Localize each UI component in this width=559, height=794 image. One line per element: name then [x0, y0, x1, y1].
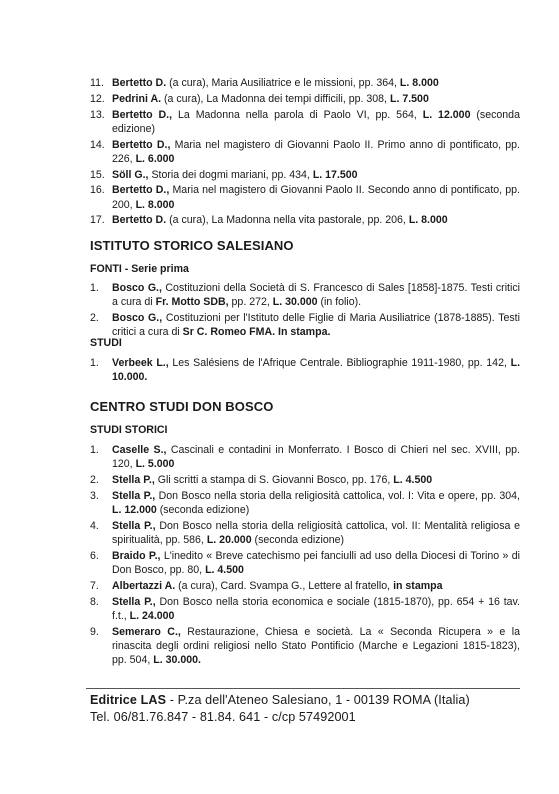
item-title: Gli scritti a stampa di S. Giovanni Bosco, pp. 176, — [157, 474, 391, 486]
item-price: In stampa. — [278, 326, 331, 339]
item-price: L. 8.000 — [135, 198, 175, 211]
item-number: 9. — [90, 625, 99, 638]
item-number: 16. — [90, 184, 105, 197]
item-price: L. 5.000 — [135, 458, 175, 471]
item-title: (a cura), Maria Ausiliatrice e le missioni, pp. 364, — [169, 77, 397, 89]
publisher-contact: Tel. 06/81.76.847 - 81.84. 641 - c/cp 57492001 — [90, 710, 356, 724]
item-number: 1. — [90, 444, 99, 456]
item-price: L. 10.000. — [112, 357, 521, 384]
fonti-heading: FONTI - Serie prima — [90, 263, 189, 275]
item-title: (a cura), Card. Svampa G., Lettere al fratello, — [178, 579, 391, 592]
item-number: 12. — [90, 92, 105, 105]
list-item — [90, 168, 520, 182]
list-item — [90, 625, 520, 668]
item-author: Bertetto D. — [112, 214, 167, 227]
item-author: Bertetto D., — [112, 184, 170, 197]
item-author: Bosco G., — [112, 312, 163, 324]
list-item — [90, 473, 520, 487]
item-number: 15. — [90, 168, 105, 181]
item-price: L. 6.000 — [135, 152, 175, 165]
item-price: L. 8.000 — [408, 214, 448, 227]
section-heading-iss: ISTITUTO STORICO SALESIANO — [90, 238, 294, 253]
item-title: (a cura), La Madonna dei tempi difficili, pp. 308, — [164, 92, 388, 105]
list-item — [90, 213, 520, 227]
item-note: (in folio). — [320, 296, 362, 309]
item-price: L. 4.500 — [205, 564, 244, 576]
item-title: Cascinali e contadini in Monferrato. I Bosco di Chieri nel sec. XVIII, pp. 120, — [112, 444, 520, 471]
item-price: L. 17.500 — [312, 168, 358, 181]
list-item — [90, 595, 520, 623]
item-number: 14. — [90, 138, 105, 151]
item-title: Les Salésiens de l'Afrique Centrale. Bibliographie 1911-1980, pp. 142, — [172, 357, 507, 369]
item-number: 11. — [90, 77, 104, 89]
item-title: Maria nel magistero di Giovanni Paolo II. Secondo anno di pontificato, pp. 200, — [112, 184, 520, 211]
item-price: L. 7.500 — [389, 92, 429, 105]
item-author: Söll G., — [112, 168, 149, 181]
item-title: Don Bosco nella storia economica e sociale (1815-1870), pp. 654 + 16 tav. f.t., — [112, 595, 520, 622]
mariology-list — [90, 76, 520, 229]
item-price: L. 8.000 — [399, 77, 439, 89]
item-price: L. 12.000 — [112, 504, 157, 516]
item-title: (a cura), La Madonna nella vita pastorale, pp. 206, — [169, 214, 406, 227]
list-item — [90, 138, 520, 166]
item-author: Stella P., — [112, 519, 156, 532]
publisher-line — [90, 693, 470, 707]
item-price: L. 30.000 — [272, 296, 318, 309]
studi-heading: STUDI — [90, 337, 122, 349]
item-editor: Sr C. Romeo FMA. — [182, 326, 276, 339]
publisher-address: - P.za dell'Ateneo Salesiano, 1 - 00139 ROMA (Italia) — [166, 693, 470, 707]
item-price: L. 20.000 — [206, 534, 252, 546]
item-title: La Madonna nella parola di Paolo VI, pp. 564, — [178, 108, 417, 121]
item-title: L'inedito « Breve catechismo pei fanciulli ad uso della Diocesi di Torino » di Don Bosco, pp. 80, — [112, 549, 520, 576]
item-title: Costituzioni della Società di S. Francesco di Sales [1858]-1875. Testi critici a cura di — [112, 282, 520, 309]
item-author: Stella P., — [112, 595, 156, 608]
item-price: L. 12.000 — [422, 108, 471, 121]
item-number: 4. — [90, 519, 99, 532]
item-title: Don Bosco nella storia della religiosità cattolica, vol. I: Vita e opere, pp. 304, — [158, 489, 521, 502]
studi-list — [90, 356, 520, 386]
footer-divider — [86, 688, 520, 689]
item-number: 2. — [90, 474, 99, 486]
list-item — [90, 183, 520, 211]
list-item — [90, 356, 520, 384]
item-price: L. 24.000 — [129, 609, 175, 622]
item-title: Restaurazione, Chiesa e società. La « Seconda Ricupera » e la rinascita degli ordini religiosi nello Stato Pontificio (Marche e Legazioni 1815-1823), pp. 504, — [112, 625, 520, 666]
list-item — [90, 76, 520, 90]
fonti-list — [90, 281, 520, 341]
item-author: Braido P., — [112, 549, 161, 562]
studi-storici-list — [90, 443, 520, 669]
item-author: Semeraro C., — [112, 625, 181, 638]
list-item — [90, 519, 520, 547]
item-number: 17. — [90, 214, 105, 227]
item-pages: pp. 272, — [231, 296, 270, 309]
item-author: Albertazzi A. — [112, 579, 176, 592]
item-title: Storia dei dogmi mariani, pp. 434, — [151, 168, 310, 181]
item-price: L. 30.000. — [153, 654, 201, 666]
item-number: 8. — [90, 595, 99, 608]
item-price: in stampa — [393, 579, 443, 592]
item-title: Maria nel magistero di Giovanni Paolo II. Primo anno di pontificato, pp. 226, — [112, 138, 521, 165]
item-author: Bosco G., — [112, 282, 162, 294]
item-number: 3. — [90, 489, 99, 502]
item-author: Bertetto D. — [112, 77, 167, 89]
item-number: 13. — [90, 108, 105, 121]
item-author: Pedrini A. — [112, 92, 162, 105]
item-author: Stella P., — [112, 474, 155, 486]
item-number: 2. — [90, 312, 99, 324]
item-title: Don Bosco nella storia della religiosità cattolica, vol. II: Mentalità religiosa e spiritualità, pp. 586, — [112, 519, 521, 546]
item-number: 6. — [90, 549, 99, 562]
item-title: Costituzioni per l'Istituto delle Figlie di Maria Ausiliatrice (1878-1885). Testi critici a cura di — [112, 312, 520, 339]
list-item — [90, 311, 520, 339]
list-item — [90, 549, 520, 577]
list-item — [90, 489, 520, 517]
item-price: L. 4.500 — [393, 474, 433, 486]
list-item — [90, 579, 520, 593]
item-number: 1. — [90, 282, 99, 294]
list-item — [90, 92, 520, 106]
item-author: Bertetto D., — [112, 138, 171, 151]
item-author: Caselle S., — [112, 444, 167, 456]
item-number: 1. — [90, 357, 99, 369]
item-number: 7. — [90, 579, 99, 592]
item-author: Stella P., — [112, 489, 156, 502]
publisher-name: Editrice LAS — [90, 693, 167, 707]
item-author: Bertetto D., — [112, 108, 173, 121]
studi-storici-heading: STUDI STORICI — [90, 424, 168, 436]
item-note: (seconda edizione) — [159, 504, 250, 516]
item-note: (seconda edizione) — [112, 108, 520, 135]
item-editor: Fr. Motto SDB, — [155, 296, 229, 309]
list-item — [90, 108, 520, 136]
item-note: (seconda edizione) — [254, 534, 345, 546]
item-author: Verbeek L., — [112, 357, 169, 369]
list-item — [90, 281, 520, 309]
list-item — [90, 443, 520, 471]
section-heading-csdb: CENTRO STUDI DON BOSCO — [90, 399, 274, 414]
